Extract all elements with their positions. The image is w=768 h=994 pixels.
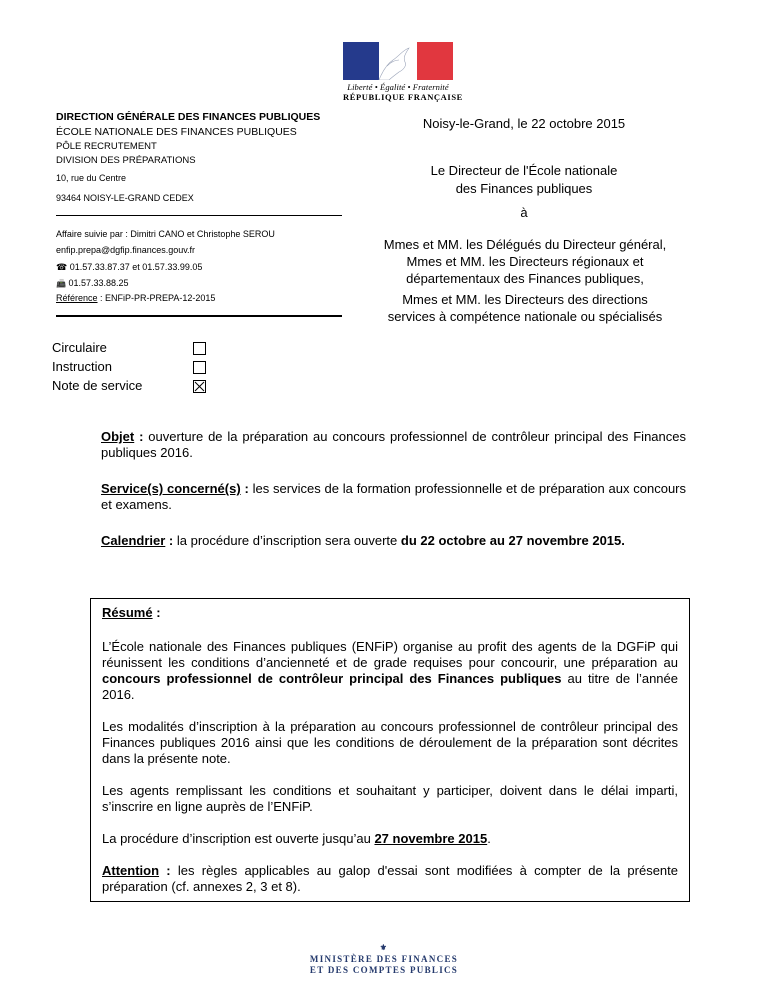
- ministry-line1: MINISTÈRE DES FINANCES: [309, 954, 459, 964]
- summary-title-sep: :: [152, 605, 161, 620]
- fax-icon: 📠: [56, 279, 66, 288]
- place-date: Noisy-le-Grand, le 22 octobre 2015: [422, 116, 626, 131]
- calendrier-sep: :: [165, 533, 177, 548]
- summary-title: Résumé: [102, 605, 153, 620]
- summary-p4-b: .: [487, 831, 491, 846]
- summary-attention: [102, 863, 678, 895]
- header-divider: [56, 215, 342, 216]
- summary-p1-a: L’École nationale des Finances publiques (ENFiP) organise au profit des agents de la DGFiP qui réunissent les conditions d’ancienneté et de grade requises pour concourir, une préparation au: [102, 639, 678, 670]
- sender-org: DIRECTION GÉNÉRALE DES FINANCES PUBLIQUES: [56, 111, 321, 123]
- objet-text: ouverture de la préparation au concours professionnel de contrôleur principal des Finances publiques 2016.: [101, 429, 686, 460]
- recipients-line2: Mmes et MM. les Directeurs régionaux et: [406, 254, 644, 269]
- logo-motto: Liberté • Égalité • Fraternité: [347, 82, 449, 92]
- to-word: à: [520, 205, 528, 220]
- service-label: Service(s) concerné(s): [101, 481, 241, 496]
- recipients-line1: Mmes et MM. les Délégués du Directeur général,: [383, 237, 667, 252]
- attention-sep: :: [159, 863, 178, 878]
- attention-text: les règles applicables au galop d'essai sont modifiées à compter de la présente préparation (cf. annexes 2, 3 et 8).: [102, 863, 678, 894]
- summary-title-line: [102, 605, 678, 621]
- doctype-label-circulaire: Circulaire: [52, 340, 107, 355]
- checked-cross-icon: [194, 381, 205, 392]
- telephone-icon: ☎: [56, 262, 68, 272]
- header-divider-bottom: [56, 315, 342, 317]
- reference-value: : ENFiP-PR-PREPA-12-2015: [97, 293, 216, 303]
- sender-phone-line: [56, 262, 202, 273]
- sender-fax: 01.57.33.88.25: [68, 278, 129, 288]
- doctype-label-instruction: Instruction: [52, 359, 112, 374]
- calendrier-text: la procédure d’inscription sera ouverte: [176, 533, 401, 548]
- doctype-label-note-de-service: Note de service: [52, 378, 143, 393]
- service-paragraph: [101, 481, 686, 513]
- sender-title-line1: Le Directeur de l'École nationale: [430, 163, 618, 178]
- summary-paragraph-1: [102, 639, 678, 703]
- sender-title-line2: des Finances publiques: [455, 181, 593, 196]
- ministry-marianne-icon: ⚜: [379, 943, 389, 952]
- summary-p4-a: La procédure d’inscription est ouverte jusqu’au: [102, 831, 375, 846]
- objet-paragraph: [101, 429, 686, 461]
- attention-label: Attention: [102, 863, 160, 878]
- calendrier-dates: du 22 octobre au 27 novembre 2015.: [400, 533, 625, 548]
- sender-street: 10, rue du Centre: [56, 173, 127, 183]
- sender-pole: PÔLE RECRUTEMENT: [56, 141, 157, 152]
- recipients-line4: Mmes et MM. les Directeurs des directions: [402, 292, 648, 307]
- summary-box: [90, 598, 690, 902]
- ministry-line2: ET DES COMPTES PUBLICS: [309, 965, 459, 975]
- marianne-flag-icon: [343, 42, 453, 80]
- summary-paragraph-2: Les modalités d’inscription à la préparation au concours professionnel de contrôleur principal des Finances publiques 2016 ainsi que les conditions de déroulement de la préparation sont décrites dans la présente note.: [102, 719, 678, 766]
- service-sep: :: [240, 481, 253, 496]
- doctype-checkbox-note-de-service[interactable]: [193, 380, 206, 393]
- sender-phone: 01.57.33.87.37 et 01.57.33.99.05: [69, 262, 203, 272]
- sender-email: enfip.prepa@dgfip.finances.gouv.fr: [56, 245, 196, 255]
- calendrier-label: Calendrier: [101, 533, 166, 548]
- sender-reference: [56, 293, 215, 303]
- summary-paragraph-3: Les agents remplissant les conditions et souhaitant y participer, doivent dans le délai imparti, s’inscrire en ligne auprès de l’ENFiP.: [102, 783, 678, 814]
- sender-city: 93464 NOISY-LE-GRAND CEDEX: [56, 193, 194, 203]
- logo-republic: RÉPUBLIQUE FRANÇAISE: [343, 92, 463, 102]
- summary-p1-b: au titre de l’année 2016.: [102, 671, 678, 702]
- calendrier-paragraph: [101, 533, 686, 549]
- marianne-logo: [343, 42, 463, 102]
- objet-sep: :: [134, 429, 149, 444]
- recipients: [370, 236, 680, 325]
- recipients-line3: départementaux des Finances publiques,: [406, 271, 644, 286]
- summary-paragraph-4: [102, 831, 678, 847]
- summary-p1-bold: concours professionnel de contrôleur principal des Finances publiques: [102, 671, 562, 686]
- doctype-checkbox-instruction[interactable]: [193, 361, 206, 374]
- recipients-line5: services à compétence nationale ou spécialisés: [387, 309, 663, 324]
- summary-p4-date: 27 novembre 2015: [374, 831, 488, 846]
- objet-label: Objet: [101, 429, 135, 444]
- sender-school: ÉCOLE NATIONALE DES FINANCES PUBLIQUES: [56, 126, 297, 138]
- reference-label: Référence: [56, 293, 98, 303]
- sender-followed-by: Affaire suivie par : Dimitri CANO et Christophe SEROU: [56, 229, 275, 239]
- ministry-footer: [300, 944, 468, 976]
- doctype-checkbox-circulaire[interactable]: [193, 342, 206, 355]
- sender-title: [390, 162, 658, 198]
- sender-division: DIVISION DES PRÉPARATIONS: [56, 155, 196, 166]
- service-text: les services de la formation professionnelle et de préparation aux concours et examens.: [101, 481, 686, 512]
- sender-fax-line: [56, 278, 129, 288]
